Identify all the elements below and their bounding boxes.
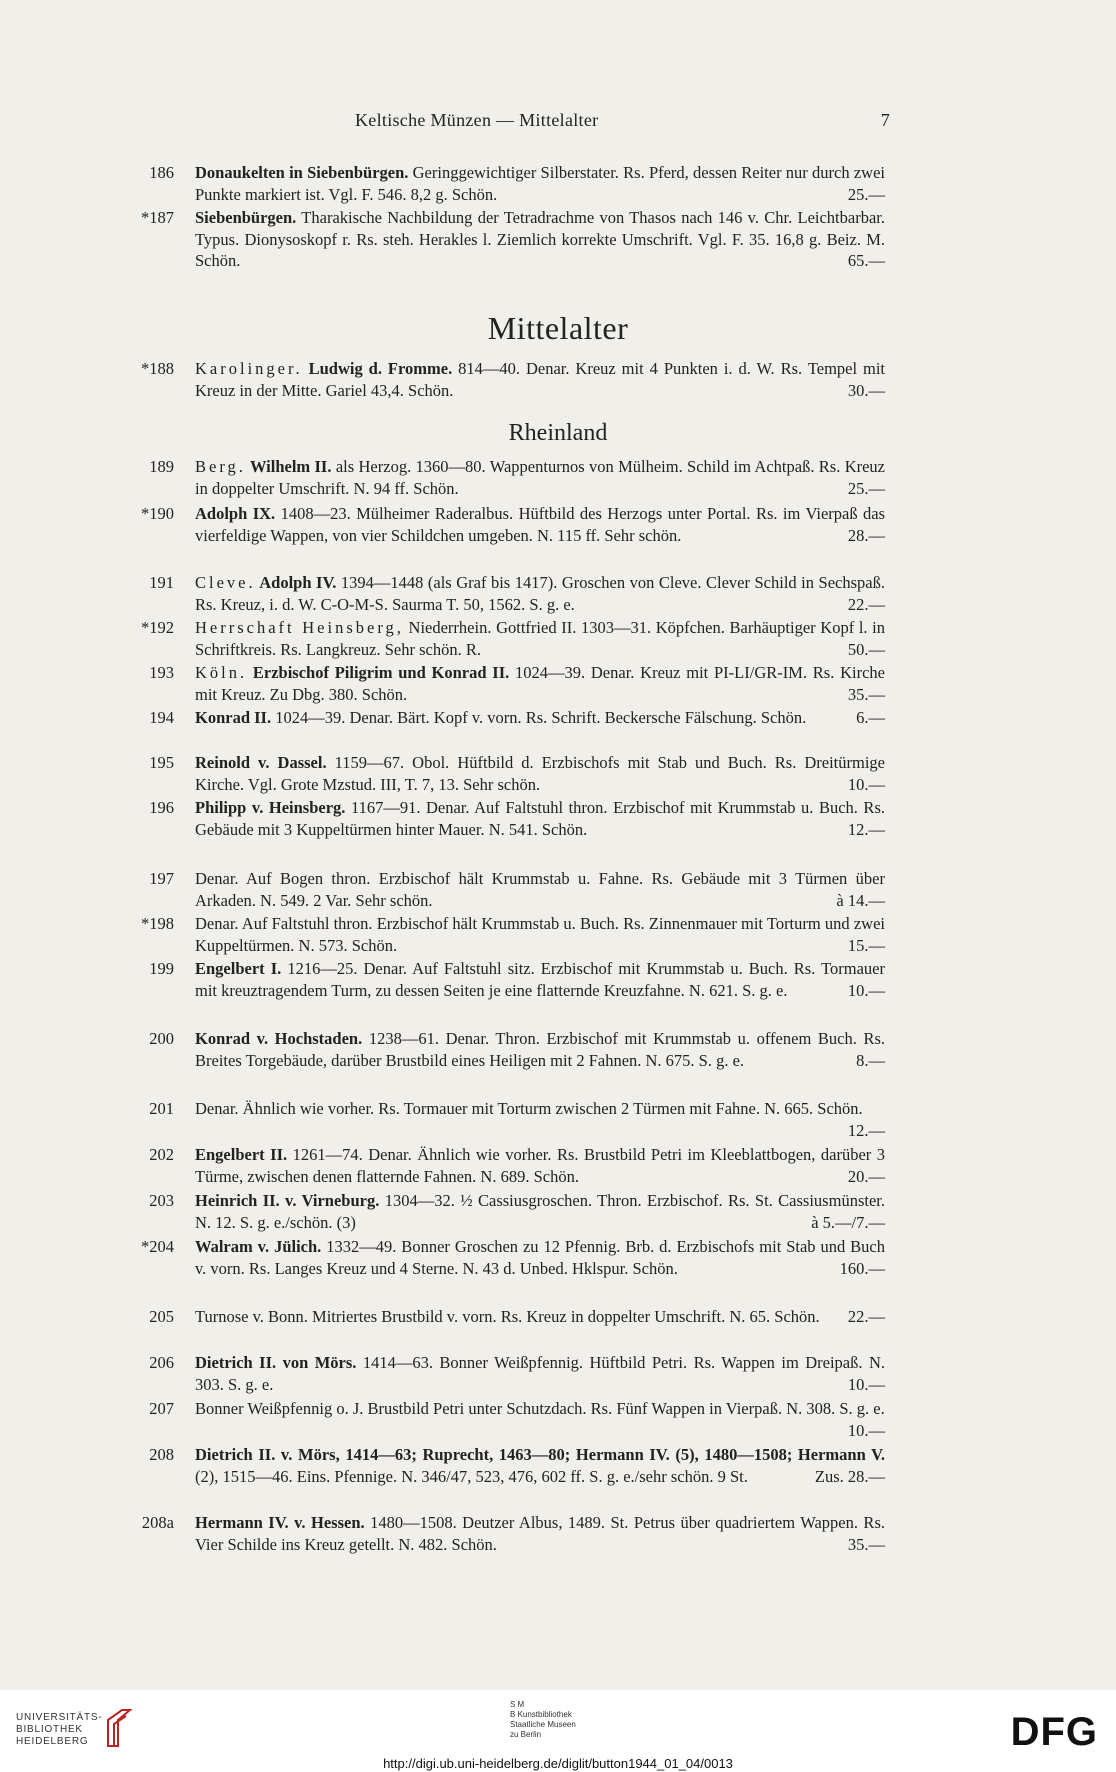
running-head-title: Keltische Münzen — Mittelalter xyxy=(355,110,599,130)
entry-price: 30.— xyxy=(847,380,885,400)
page-number: 7 xyxy=(880,110,890,130)
entry-heading: Dietrich II. von Mörs. xyxy=(195,1353,357,1372)
entry-text: 1159—67. Obol. Hüftbild d. Erzbischofs mit Stab und Buch. Rs. Dreitürmige Kirche. Vgl. Grote Mzstud. III, T. 7, 13. Sehr schön. xyxy=(195,753,885,794)
entry-text: 1216—25. Denar. Auf Faltstuhl sitz. Erzbischof mit Krummstab u. Buch. Rs. Tormauer mit kreuztragendem Turm, zu dessen Seiten je eine flatternde Kreuzfahne. N. 621. S. g. e. xyxy=(195,959,885,1000)
entry-number: 189 xyxy=(149,457,174,476)
entry-price: 25.— xyxy=(847,478,885,498)
entry-number: 207 xyxy=(149,1399,174,1418)
entry-price: 22.— xyxy=(847,594,885,614)
entry-heading: Reinold v. Dassel. xyxy=(195,753,327,772)
entry-text: Bonner Weißpfennig o. J. Brustbild Petri unter Schutzdach. Rs. Fünf Wappen in Vierpaß. N. 308. S. g. e. xyxy=(195,1399,885,1418)
entry-body xyxy=(195,207,885,272)
entry-price: 22.— xyxy=(847,1307,885,1326)
entry-heading: Wilhelm II. xyxy=(245,457,332,476)
entry-heading: Konrad v. Hochstaden. xyxy=(195,1029,363,1048)
entry-text: 1024—39. Denar. Bärt. Kopf v. vorn. Rs. Schrift. Beckersche Fälschung. Schön. xyxy=(271,708,807,727)
entry-body xyxy=(195,1144,885,1187)
entry-price: 20.— xyxy=(847,1166,885,1186)
entry-spaced-heading: Herrschaft Heinsberg, xyxy=(195,618,404,637)
entry-heading: Donaukelten in Siebenbürgen. xyxy=(195,163,409,182)
entry-heading: Adolph IX. xyxy=(195,504,276,523)
entry-body xyxy=(195,1306,885,1328)
entry-text: Denar. Auf Faltstuhl thron. Erzbischof hält Krummstab u. Buch. Rs. Zinnenmauer mit Torturm und zwei Kuppeltürmen. N. 573. Schön. xyxy=(195,914,885,955)
entry-text: Denar. Ähnlich wie vorher. Rs. Tormauer mit Torturm zwischen 2 Türmen mit Fahne. N. 665. Schön. xyxy=(195,1099,863,1118)
entry-body xyxy=(195,1098,885,1141)
entry-price: à 5.—/7.— xyxy=(811,1212,885,1232)
entry-number: 195 xyxy=(149,753,174,772)
entry-text: 814—40. Denar. Kreuz mit 4 Punkten i. d. W. Rs. Tempel mit Kreuz in der Mitte. Gariel 43,4. Schön. xyxy=(195,359,886,400)
entry-body xyxy=(195,1398,885,1441)
entry-body xyxy=(195,1190,885,1233)
entry-text: 1332—49. Bonner Groschen zu 12 Pfennig. Brb. d. Erzbischofs mit Stab und Buch v. vorn. Rs. Langes Kreuz und 4 Sterne. N. 43 d. Unbed. Hklspur. Schön. xyxy=(195,1237,885,1278)
entry-number: *188 xyxy=(141,359,174,378)
entry-body xyxy=(195,1028,885,1071)
entry-body xyxy=(195,797,885,840)
uni-line: UNIVERSITÄTS- xyxy=(16,1712,103,1723)
entry-text: 1024—39. Denar. Kreuz mit PI-LI/GR-IM. Rs. Kirche mit Kreuz. Zu Dbg. 380. Schön. xyxy=(195,663,885,704)
entry-body xyxy=(195,707,885,729)
entry-number: 199 xyxy=(149,959,174,978)
entry-number: 200 xyxy=(149,1029,174,1048)
source-url-link[interactable]: http://digi.ub.uni-heidelberg.de/diglit/button1944_01_04/0013 xyxy=(383,1756,733,1771)
kb-line: zu Berlin xyxy=(510,1730,542,1739)
entry-spaced-heading: Karolinger. xyxy=(195,359,303,378)
entry-price: 25.— xyxy=(847,184,885,204)
entry-body xyxy=(195,662,885,705)
entry-heading: Erzbischof Piligrim und Konrad II. xyxy=(247,663,510,682)
entry-number: 194 xyxy=(149,708,174,727)
entry-text: 1167—91. Denar. Auf Faltstuhl thron. Erzbischof mit Krummstab u. Buch. Rs. Gebäude mit 3 Kuppeltürmen hinter Mauer. N. 541. Schön. xyxy=(195,798,885,839)
dfg-logo: DFG xyxy=(1010,1710,1098,1754)
entry-text: 1261—74. Denar. Ähnlich wie vorher. Rs. Brustbild Petri im Kleeblattbogen, darüber 3 Türme, zwischen denen flatternde Fahnen. N. 689. Schön. xyxy=(195,1145,886,1186)
entry-body xyxy=(195,958,885,1001)
entry-price: à 14.— xyxy=(836,890,885,910)
entry-price: 50.— xyxy=(847,639,885,659)
entry-text: 1394—1448 (als Graf bis 1417). Groschen von Cleve. Clever Schild in Sechspaß. Rs. Kreuz, i. d. W. C-O-M-S. Saurma T. 50, 1562. S. g. e. xyxy=(195,573,885,614)
entry-body xyxy=(195,503,885,546)
entry-text: 1408—23. Mülheimer Raderalbus. Hüftbild des Herzogs unter Portal. Rs. im Vierpaß das vierfeldige Wappen, von vier Schildchen umgeben. N. 115 ff. Sehr schön. xyxy=(195,504,885,545)
entry-number: *198 xyxy=(141,914,174,933)
entry-number: 205 xyxy=(149,1307,174,1326)
uni-line: HEIDELBERG xyxy=(16,1736,89,1747)
entry-number: 206 xyxy=(149,1353,174,1372)
kb-line: S M xyxy=(510,1700,525,1709)
entry-text: 1304—32. ½ Cassiusgroschen. Thron. Erzbischof. Rs. St. Cassiusmünster. N. 12. S. g. e./schön. (3) xyxy=(195,1191,885,1232)
entry-body xyxy=(195,752,885,795)
entry-spaced-heading: Cleve. xyxy=(195,573,256,592)
entry-heading: Philipp v. Heinsberg. xyxy=(195,798,346,817)
entry-body xyxy=(195,1444,885,1487)
entry-text: 1238—61. Denar. Thron. Erzbischof mit Krummstab u. offenem Buch. Rs. Breites Torgebäude, darüber Brustbild eines Heiligen mit 2 Fahnen. N. 675. S. g. e. xyxy=(195,1029,885,1070)
entry-price: 10.— xyxy=(847,774,885,794)
entry-heading: Hermann IV. v. Hessen. xyxy=(195,1513,365,1532)
entry-price: 8.— xyxy=(856,1050,885,1070)
entry-body xyxy=(195,358,885,401)
entry-text: Geringgewichtiger Silberstater. Rs. Pferd, dessen Reiter nur durch zwei Punkte markiert ist. Vgl. F. 546. 8,2 g. Schön. xyxy=(195,163,885,204)
footer-bar xyxy=(0,1690,1116,1772)
entry-number: 208 xyxy=(149,1445,174,1464)
entry-text: Niederrhein. Gottfried II. 1303—31. Köpfchen. Barhäuptiger Kopf l. in Schriftkreis. Rs. Langkreuz. Sehr schön. R. xyxy=(195,618,885,659)
entry-text: 1480—1508. Deutzer Albus, 1489. St. Petrus über quadriertem Wappen. Rs. Vier Schilde ins Kreuz getellt. N. 482. Schön. xyxy=(195,1513,885,1554)
kb-line: B Kunstbibliothek xyxy=(510,1710,572,1719)
entry-number: *204 xyxy=(141,1237,174,1256)
entry-body xyxy=(195,1512,885,1555)
entry-price: 28.— xyxy=(847,525,885,545)
uni-line: BIBLIOTHEK xyxy=(16,1724,83,1735)
entry-body xyxy=(195,913,885,956)
entry-heading: Adolph IV. xyxy=(255,573,337,592)
entry-body xyxy=(195,456,885,499)
heidelberg-logo-icon xyxy=(104,1706,134,1753)
entry-text: als Herzog. 1360—80. Wappenturnos von Mülheim. Schild im Achtpaß. Rs. Kreuz in doppelter Umschrift. N. 94 ff. Schön. xyxy=(195,457,885,498)
entry-heading: Engelbert I. xyxy=(195,959,282,978)
entry-heading: Siebenbürgen. xyxy=(195,208,297,227)
entry-text: Turnose v. Bonn. Mitriertes Brustbild v. vorn. Rs. Kreuz in doppelter Umschrift. N. 65. Schön. xyxy=(195,1307,820,1326)
entry-number: 196 xyxy=(149,798,174,817)
entry-body xyxy=(195,617,885,660)
entry-text: (2), 1515—46. Eins. Pfennige. N. 346/47, 523, 476, 602 ff. S. g. e./sehr schön. 9 St. xyxy=(195,1466,748,1486)
entry-heading: Engelbert II. xyxy=(195,1145,288,1164)
entry-number: 202 xyxy=(149,1145,174,1164)
entry-price: 12.— xyxy=(847,1120,885,1140)
entry-number: 203 xyxy=(149,1191,174,1210)
entry-number: *190 xyxy=(141,504,174,523)
entry-body xyxy=(195,1352,885,1395)
entry-number: *192 xyxy=(141,618,174,637)
section-heading-mittelalter: Mittelalter xyxy=(487,310,629,346)
entry-price: Zus. 28.— xyxy=(814,1466,885,1486)
entry-text: Denar. Auf Bogen thron. Erzbischof hält Krummstab u. Fahne. Rs. Gebäude mit 3 Türmen über Arkaden. N. 549. 2 Var. Sehr schön. xyxy=(195,869,885,910)
entry-body xyxy=(195,572,885,615)
entry-price: 10.— xyxy=(847,980,885,1000)
kb-line: Staatliche Museen xyxy=(510,1720,576,1729)
entry-price: 35.— xyxy=(847,1534,885,1554)
entry-heading: Walram v. Jülich. xyxy=(195,1237,322,1256)
entry-price: 65.— xyxy=(847,251,885,270)
kunstbibliothek-label xyxy=(510,1700,576,1740)
entry-heading: Dietrich II. v. Mörs, 1414—63; Ruprecht, 1463—80; Hermann IV. (5), 1480—1508; Hermann V. xyxy=(195,1445,885,1464)
university-library-label xyxy=(16,1712,103,1748)
entry-number: 208a xyxy=(141,1513,174,1532)
entry-number: 201 xyxy=(149,1099,174,1118)
entry-price: 35.— xyxy=(847,684,885,704)
entry-heading: Heinrich II. v. Virneburg. xyxy=(195,1191,380,1210)
entry-number: *187 xyxy=(141,208,174,227)
entry-body xyxy=(195,1236,885,1279)
entry-price: 6.— xyxy=(856,708,885,727)
entry-spaced-heading: Köln. xyxy=(195,663,248,682)
entry-number: 193 xyxy=(149,663,174,682)
entry-text: 1414—63. Bonner Weißpfennig. Hüftbild Petri. Rs. Wappen im Dreipaß. N. 303. S. g. e. xyxy=(195,1353,885,1394)
entry-text: Tharakische Nachbildung der Tetradrachme von Thasos nach 146 v. Chr. Leichtbarbar. Typus. Dionysoskopf r. Rs. steh. Herakles l. Ziemlich korrekte Umschrift. Vgl. F. 35. 16,8 g. Beiz. M. Schön. xyxy=(195,208,885,270)
entry-price: 10.— xyxy=(847,1374,885,1394)
entry-number: 186 xyxy=(149,163,174,182)
section-heading-rheinland: Rheinland xyxy=(508,420,608,446)
entry-price: 15.— xyxy=(847,935,885,955)
entry-number: 191 xyxy=(149,573,174,592)
entry-heading: Konrad II. xyxy=(195,708,272,727)
entry-heading: Ludwig d. Fromme. xyxy=(302,359,453,378)
entry-price: 10.— xyxy=(847,1420,885,1440)
entry-number: 197 xyxy=(149,869,174,888)
entry-price: 12.— xyxy=(847,819,885,839)
entry-body xyxy=(195,162,885,205)
entry-price: 160.— xyxy=(839,1258,885,1278)
entry-spaced-heading: Berg. xyxy=(195,457,246,476)
entry-body xyxy=(195,868,885,911)
